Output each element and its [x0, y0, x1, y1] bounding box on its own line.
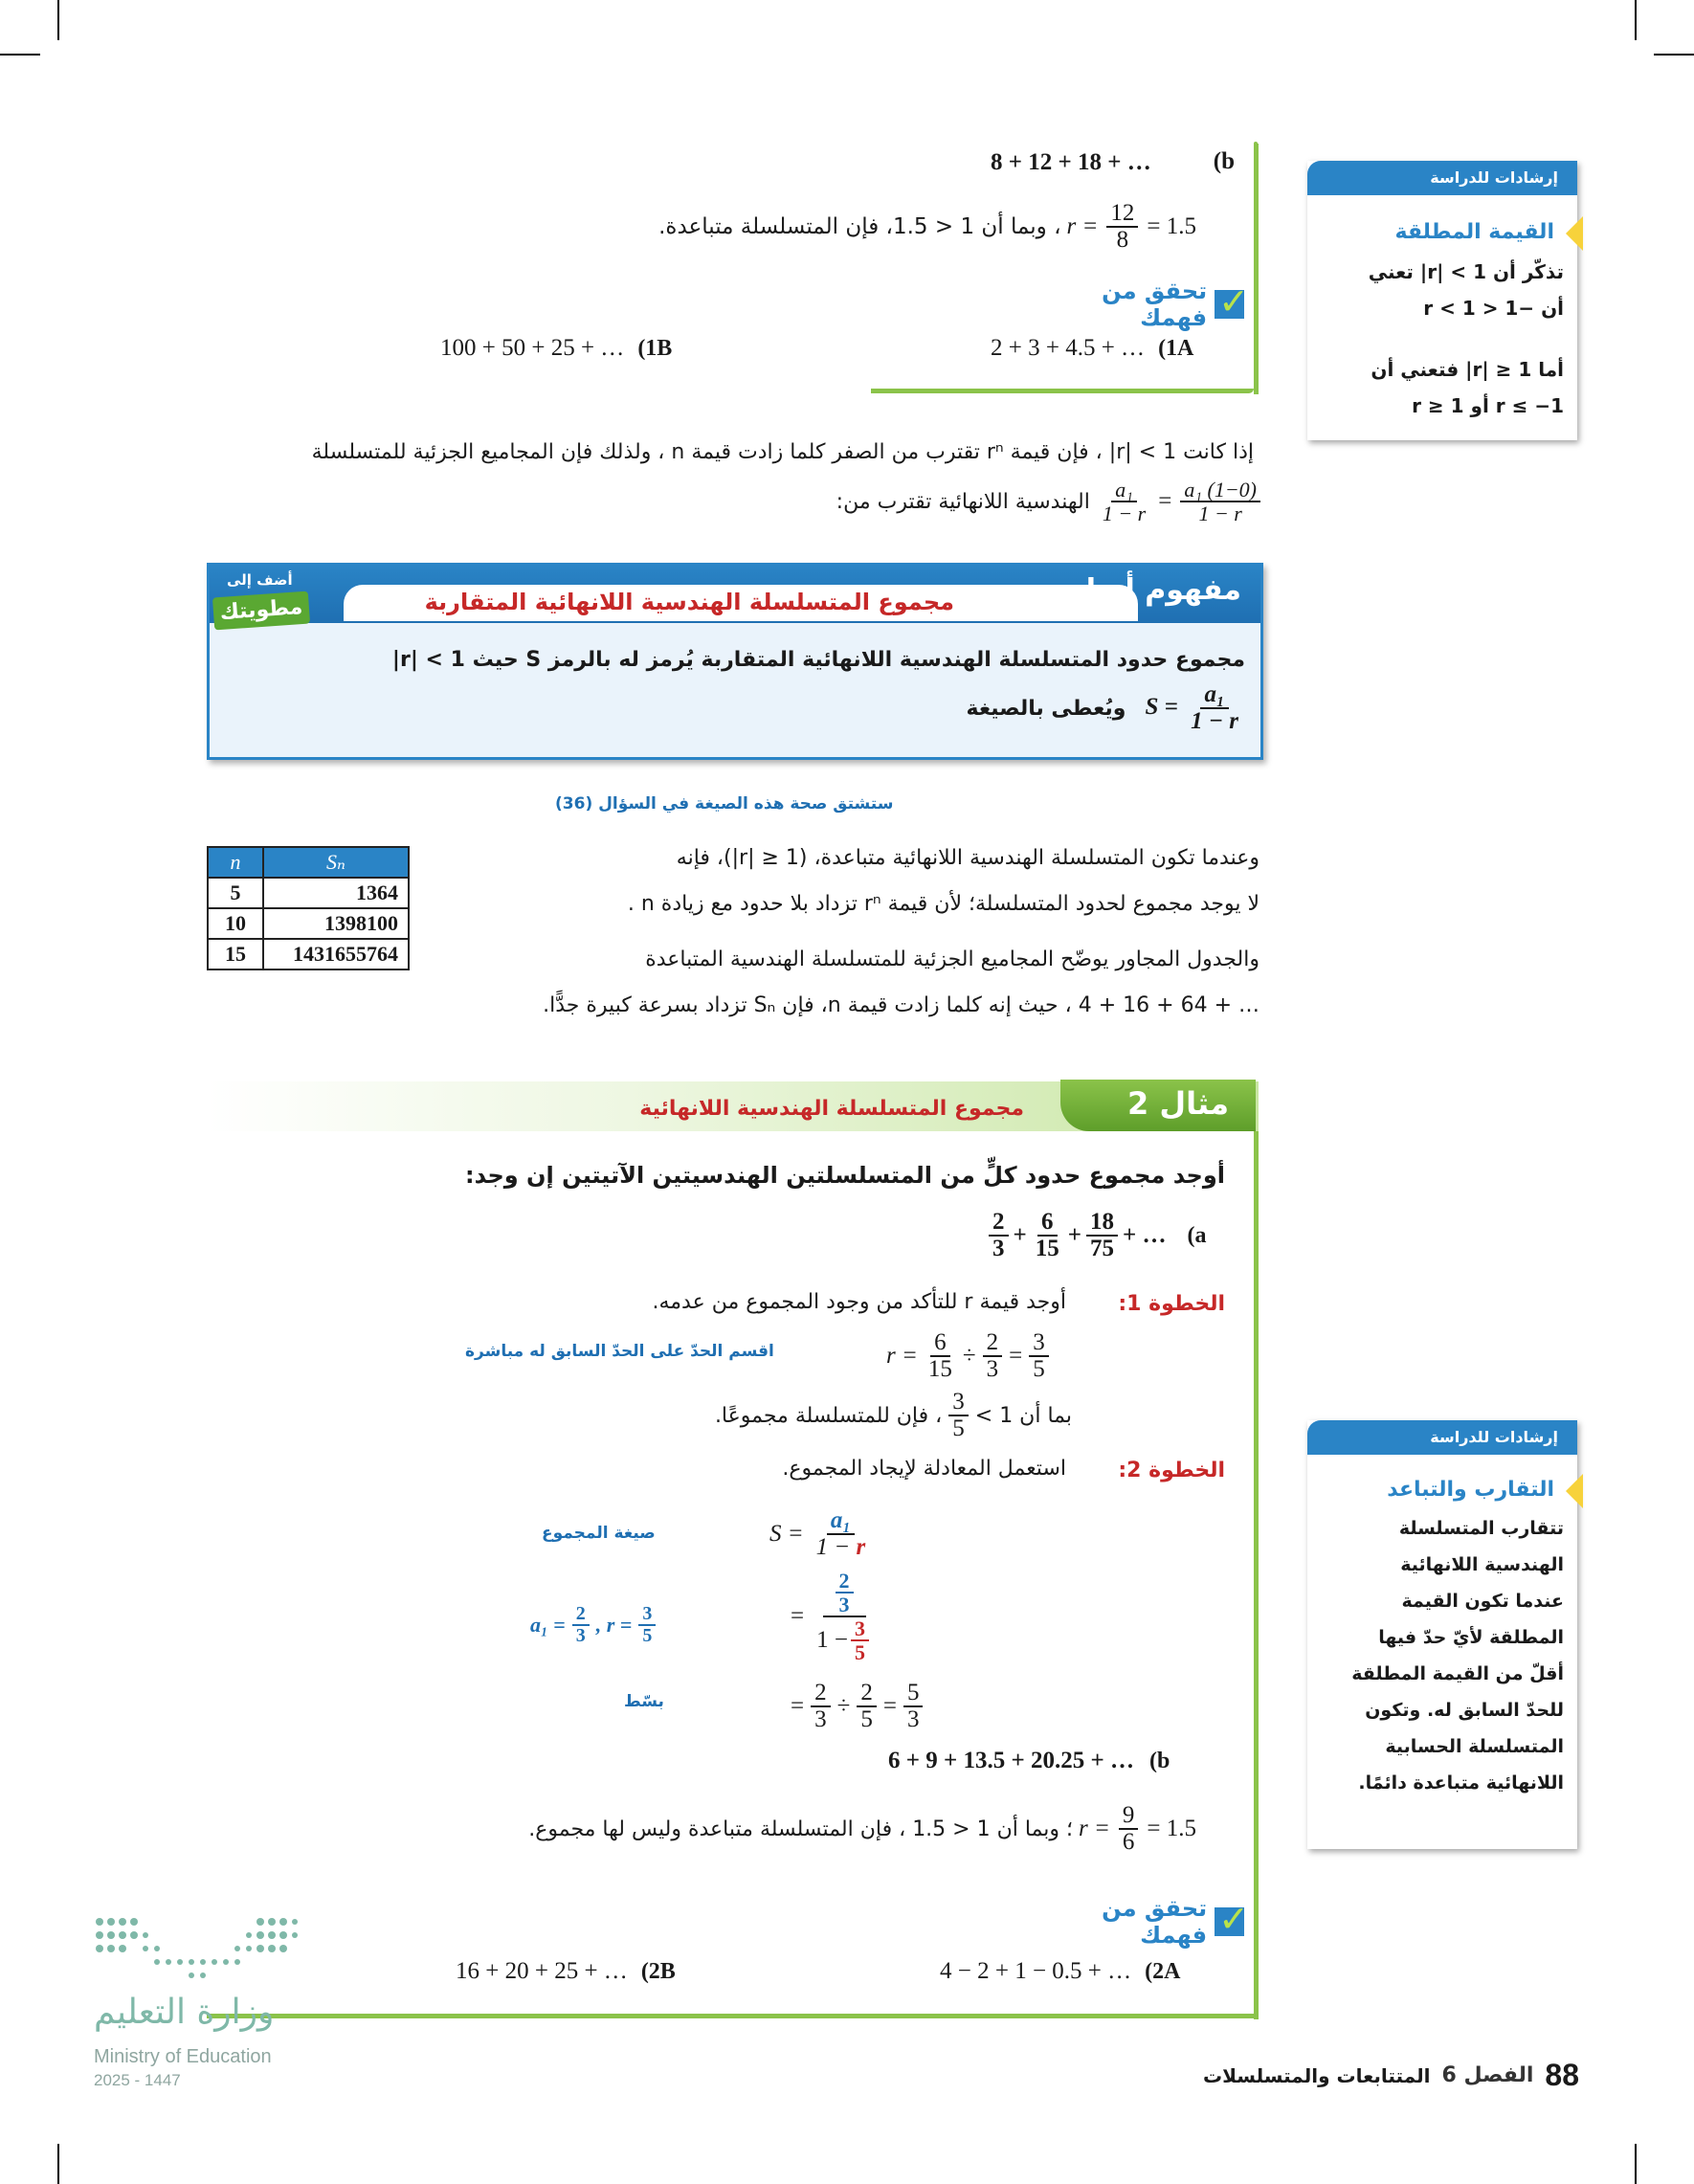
intro-eq: = [1158, 488, 1172, 515]
add-to-label: أضف إلى [227, 571, 293, 589]
step2-substitution: = $\frac{2}{3}$ 1 − $\frac{3}{5}$ [791, 1570, 879, 1663]
ministry-years: 2025 - 1447 [94, 2071, 181, 2089]
step1-note: اقسم الحدّ على الحدّ السابق له مباشرة [465, 1342, 774, 1361]
study-tip-header: إرشادات للدراسة [1307, 161, 1577, 195]
check1-b-label: (1B [637, 335, 673, 361]
study-tip-title: التقارب والتباعد [1387, 1478, 1554, 1502]
key-concept-title: مجموع المتسلسلة الهندسية اللانهائية المتقاربة [424, 589, 954, 615]
table-header-sn: Sₙ [263, 847, 409, 878]
check-title: تحقق من فهمك [1102, 278, 1208, 331]
example-frame-bottom-bar [207, 2014, 1259, 2018]
intro-line-1: إذا كانت 1 > |r| ، فإن قيمة rⁿ تقترب من الصفر كلما زادت قيمة n ، ولذلك فإن المجاميع الجزئية للمتسلسلة [311, 440, 1254, 464]
check1-a[interactable] [991, 335, 1193, 362]
part-b-label: (b [1213, 148, 1235, 174]
example-frame-right-bar [1254, 1081, 1259, 2019]
checkmark-icon [1215, 1907, 1244, 1936]
example-b-series: 6 + 9 + 13.5 + 20.25 + … (b [888, 1748, 1170, 1773]
substitution-note: a₁ = $\frac{2}{3}$ , r = $\frac{3}{5}$ [530, 1604, 658, 1646]
divergent-p1-l2: لا يوجد مجموع لحدود المتسلسلة؛ لأن قيمة rⁿ تزداد بلا حدود مع زيادة n . [627, 892, 1259, 916]
check-title: تحقق من فهمك [1102, 1895, 1208, 1949]
check2-b[interactable] [456, 1958, 676, 1985]
study-tip-line: المتسلسلة الحسابية [1385, 1736, 1564, 1757]
example-b-ratio-line: ؛ وبما أن 1 < 1.5 ، فإن المتسلسلة متباعدة وليس لها مجموع. r = $\frac{9}{6}$ = 1.5 [528, 1802, 1196, 1856]
step2-formula: S = $\frac{\text{a₁}}{1 - r}$ [769, 1507, 866, 1561]
step2-result: = $\frac{2}{3}$ ÷ $\frac{2}{5}$ = $\frac{5}{3}$ [791, 1681, 925, 1733]
study-tip-header: إرشادات للدراسة [1307, 1420, 1577, 1455]
key-concept-box [207, 563, 1263, 760]
check2-b-label: (2B [640, 1958, 676, 1984]
frame-bottom-bar [871, 389, 1254, 393]
study-tip-title: القيمة المطلقة [1394, 220, 1554, 244]
step2-text: استعمل المعادلة لإيجاد المجموع. [782, 1457, 1066, 1481]
part-b-r: r = [1066, 213, 1099, 240]
study-tip-line: للحدّ السابق له. وتكون [1365, 1700, 1564, 1721]
step1-label: الخطوة 1: [1118, 1292, 1225, 1316]
study-tip-convergence [1307, 1420, 1577, 1849]
check1-b-series: 100 + 50 + 25 + … [440, 335, 625, 361]
step1-text: أوجد قيمة r للتأكد من وجود المجموع من عدمه. [652, 1290, 1066, 1314]
intro-line-2 [766, 479, 1263, 524]
key-concept-s: S = $\frac{\text{a₁}}{1 - r}$ [1145, 681, 1238, 735]
check1-a-series: 2 + 3 + 4.5 + … [991, 335, 1146, 361]
study-tip-line: اللانهائية متباعدة دائمًا. [1358, 1772, 1564, 1794]
part-b-series: 8 + 12 + 18 + … [991, 149, 1151, 175]
derive-note: ستشتق صحة هذه الصيغة في السؤال (36) [555, 794, 894, 813]
study-tip-accent [1566, 1474, 1583, 1508]
crop-mark [0, 54, 40, 56]
divergent-p2-l2: … + 64 + 16 + 4 ، حيث إنه كلما زادت قيمة n، فإن Sₙ تزداد بسرعة كبيرة جدًّا. [543, 993, 1259, 1017]
checkmark-icon [1215, 290, 1244, 319]
part-b-ratio-text: ، وبما أن 1 < 1.5، فإن المتسلسلة متباعدة. [658, 214, 1061, 240]
ministry-logo-icon [94, 1916, 299, 1985]
example-a-label: (a [1187, 1222, 1207, 1248]
study-tip-accent [1566, 216, 1583, 251]
page-number: 88 [1545, 2058, 1579, 2092]
example-a-series: $\frac{2}{3}$ + $\frac{6}{15}$ + $\frac{18}{75}$ + … (a [986, 1210, 1207, 1262]
check-understanding-1 [1043, 278, 1244, 331]
check2-a-series: 4 − 2 + 1 − 0.5 + … [940, 1958, 1132, 1984]
example-prompt: أوجد مجموع حدود كلٍّ من المتسلسلتين الهندسيتين الآتيتين إن وجد: [465, 1162, 1225, 1189]
example-title: مجموع المتسلسلة الهندسية اللانهائية [639, 1097, 1024, 1121]
chapter-title: المتتابعات والمتسلسلات [1202, 2063, 1431, 2087]
key-concept-tag: مفهوم أساسي [1028, 573, 1241, 607]
intro-frac-2: $\frac{\text{a₁}}{1 - r}$ [1102, 478, 1147, 526]
page-footer [1148, 2058, 1579, 2093]
study-tip-line: تتقارب المتسلسلة [1398, 1518, 1564, 1539]
study-tip-line: المطلقة لأيّ حدّ فيها [1378, 1627, 1564, 1648]
step2-label: الخطوة 2: [1118, 1459, 1225, 1482]
study-tip-line: الهندسية اللانهائية [1400, 1554, 1564, 1575]
step1-conclusion: ، فإن للمتسلسلة مجموعًا. $\frac{3}{5}$ بما أن 1 > [714, 1389, 1072, 1442]
check2-a-label: (2A [1145, 1958, 1181, 1984]
part-b-fraction: $\frac{12}{8}$ [1106, 201, 1138, 254]
sum-formula-note: صيغة المجموع [542, 1524, 656, 1543]
ministry-name-en: Ministry of Education [94, 2046, 272, 2067]
key-concept-formula [967, 682, 1245, 735]
chapter-label: الفصل 6 [1441, 2063, 1534, 2087]
study-tip-line: أما 1 ≤ |r| فتعني أن [1371, 358, 1564, 381]
intro-frac-1: $\frac{\text{a₁ (1−0)}}{1 - r}$ [1180, 479, 1260, 524]
study-tip-line: r ≥ 1 أو r ≤ −1 [1412, 394, 1564, 417]
table-row: 10 1398100 [208, 908, 409, 939]
dotted-divider [1254, 142, 1261, 170]
table-header-n: n [208, 847, 263, 878]
key-concept-line-2: ويُعطى بالصيغة [966, 696, 1126, 721]
step1-ratio: r = $\frac{6}{15}$ ÷ $\frac{2}{3}$ = $\frac{3}{5}$ [886, 1330, 1052, 1383]
check1-b[interactable] [440, 335, 672, 362]
example-tag: مثال 2 [1126, 1085, 1229, 1122]
study-tip-absolute-value [1307, 161, 1577, 440]
check2-a[interactable] [940, 1958, 1180, 1985]
part-b-ratio-line [632, 201, 1196, 254]
table-row: 15 1431655764 [208, 939, 409, 969]
study-tip-line: عندما تكون القيمة [1401, 1591, 1564, 1612]
frame-right-bar [1254, 144, 1259, 394]
ministry-name-ar: وزارة التعليم [94, 1993, 275, 2032]
key-concept-line-1: مجموع حدود المتسلسلة الهندسية اللانهائية المتقاربة يُرمز له بالرمز S حيث 1 > |r| [391, 648, 1245, 672]
partial-sums-table [207, 846, 410, 970]
divergent-p1-l1: وعندما تكون المتسلسلة الهندسية اللانهائية متباعدة، (1 ≤ |r|)، فإنه [676, 846, 1259, 870]
simplify-note: بسّط [624, 1692, 664, 1711]
table-row: 5 1364 [208, 878, 409, 908]
crop-mark [1654, 54, 1694, 56]
divergent-p2-l1: والجدول المجاور يوضّح المجاميع الجزئية للمتسلسلة الهندسية المتباعدة [645, 947, 1259, 971]
crop-mark [1635, 0, 1637, 40]
check1-a-label: (1A [1158, 335, 1194, 361]
check2-b-series: 16 + 20 + 25 + … [456, 1958, 628, 1984]
intro-line-2-text: الهندسية اللانهائية تقترب من: [836, 489, 1090, 514]
part-b-r-value: = 1.5 [1147, 213, 1196, 240]
crop-mark [57, 0, 59, 40]
study-tip-line: تذكّر أن 1 > |r| تعني [1368, 260, 1564, 283]
crop-mark [1635, 2144, 1637, 2184]
check-understanding-2 [1043, 1895, 1244, 1949]
study-tip-line: أن −1 < r < 1 [1423, 297, 1564, 320]
crop-mark [57, 2144, 59, 2184]
study-tip-line: أقلّ من القيمة المطلقة [1351, 1663, 1564, 1684]
foldable-badge[interactable]: مطويتك [212, 591, 310, 631]
